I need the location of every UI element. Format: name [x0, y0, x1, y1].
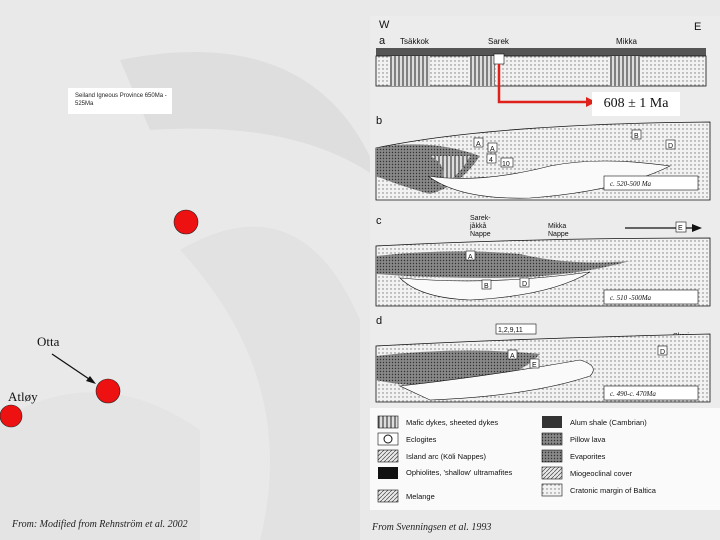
legend-evaporites: Evaporites [570, 452, 606, 461]
place-tsakkok: Tsäkkok [400, 37, 429, 46]
legend-ophiolites: Ophiolites, 'shallow' ultramafites [406, 468, 513, 477]
section-c-age: c. 510 -500Ma [610, 294, 652, 302]
legend-cratonic: Cratonic margin of Baltica [570, 486, 656, 495]
legend-swatch-alum-shale [542, 416, 562, 428]
left-credit: From: Modified from Rehnström et al. 2002 [12, 519, 188, 530]
legend-swatch-island-arc [378, 450, 398, 462]
legend-alum-shale: Alum shale (Cambrian) [570, 418, 647, 427]
section-c-arrow-e: E [678, 225, 683, 232]
city-label-otta: Otta [37, 334, 60, 349]
legend-swatch-miogeoclinal [542, 467, 562, 479]
section-c-box-d: D [522, 281, 528, 288]
nappe-mikka-1: Mikka [548, 223, 567, 230]
section-c-letter: c [376, 215, 382, 227]
section-d-box-e: E [532, 362, 537, 369]
legend [370, 408, 720, 510]
age-label: 608 ± 1 Ma [592, 92, 680, 116]
legend-swatch-pillow-lava [542, 433, 562, 445]
legend-swatch-ophiolites [378, 467, 398, 479]
legend-island-arc: Island arc (Köli Nappes) [406, 452, 487, 461]
nappe-sarek-1: Sarek- [470, 215, 491, 222]
section-d-box-1-2-9-11: 1,2,9,11 [498, 327, 523, 334]
right-credit: From Svenningsen et al. 1993 [372, 522, 492, 533]
legend-miogeoclinal: Miogeoclinal cover [570, 469, 633, 478]
place-sarek: Sarek [488, 37, 509, 46]
legend-swatch-mafic-dykes [378, 416, 398, 428]
legend-swatch-evaporites [542, 450, 562, 462]
section-d-box-a: A [510, 353, 515, 360]
section-b-box-d: D [668, 143, 674, 150]
nappe-sarek-3: Nappe [470, 231, 491, 238]
section-c-box-b: B [484, 283, 489, 290]
section-d-box-d: D [660, 349, 666, 356]
section-b-box-10: 10 [502, 161, 510, 168]
section-b-box-a2: A [490, 146, 495, 153]
section-a-letter: a [379, 35, 386, 47]
section-b-box-b: B [634, 133, 639, 140]
pointer-arrow [52, 354, 92, 381]
section-b-age: c. 520-500 Ma [610, 180, 652, 188]
nappe-mikka-2: Nappe [548, 231, 569, 238]
section-b-box-4: 4 [489, 157, 493, 164]
location-marker-north [174, 210, 198, 234]
compass-east: E [694, 21, 702, 33]
place-mikka: Mikka [616, 37, 637, 46]
legend-swatch-cratonic [542, 484, 562, 496]
section-d-age: c. 490-c. 470Ma [610, 390, 656, 398]
section-b-box-a1: A [476, 141, 481, 148]
compass-west: W [379, 19, 390, 31]
legend-melange: Melange [406, 492, 435, 501]
legend-pillow-lava: Pillow lava [570, 435, 606, 444]
legend-eclogites: Eclogites [406, 435, 437, 444]
province-label: Seiland Igneous Province 650Ma - 525Ma [68, 88, 172, 114]
legend-swatch-melange [378, 490, 398, 502]
section-c-box-a: A [468, 254, 473, 261]
location-marker-atloy [0, 405, 22, 427]
tectonic-cross-sections [370, 16, 720, 510]
location-marker-otta [96, 379, 120, 403]
section-d-letter: d [376, 315, 383, 327]
legend-mafic-dykes: Mafic dykes, sheeted dykes [406, 418, 499, 427]
nappe-sarek-2: jåkkå [470, 223, 487, 230]
section-b-letter: b [376, 115, 383, 127]
city-label-atloy: Atløy [8, 389, 38, 404]
